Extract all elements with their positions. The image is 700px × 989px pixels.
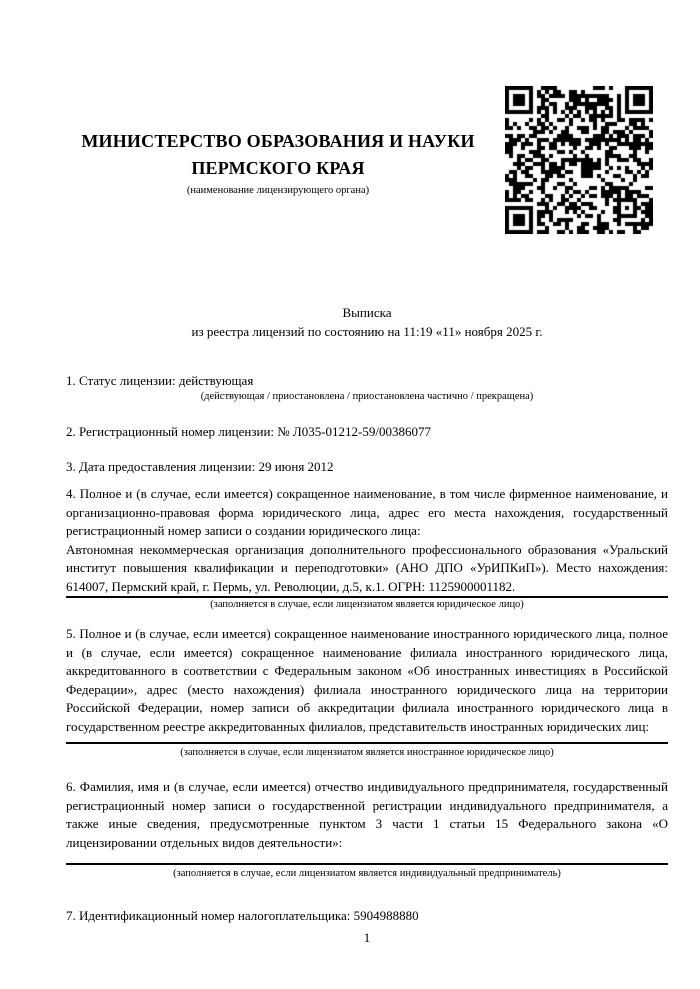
document-content: [66, 0, 668, 946]
ministry-name-line1: МИНИСТЕРСТВО ОБРАЗОВАНИЯ И НАУКИ: [81, 131, 475, 151]
item-5-caption: (заполняется в случае, если лицензиатом является иностранное юридическое лицо): [180, 747, 554, 758]
licensing-authority-header: [66, 128, 490, 198]
item-4-legal-entity-text: 4. Полное и (в случае, если имеется) сокращенное наименование, в том числе фирменное наименование, и организационно-правовая форма юридического лица, адрес его места нахождения, государственный регистрационный номер записи о создании юридического лица:: [66, 486, 668, 538]
ministry-name-line2: ПЕРМСКОГО КРАЯ: [191, 158, 365, 178]
item-4-caption: (заполняется в случае, если лицензиатом является юридическое лицо): [210, 599, 524, 610]
fill-line-item-5: [66, 742, 668, 744]
page-number: 1: [363, 930, 371, 945]
title-line1: Выписка: [342, 305, 392, 320]
title-line2: из реестра лицензий по состоянию на 11:19 «11» ноября 2025 г.: [191, 324, 543, 339]
item-1-license-status: 1. Статус лицензии: действующая: [66, 373, 254, 388]
item-1-caption: (действующая / приостановлена / приостановлена частично / прекращена): [200, 391, 534, 402]
item-2-registration-number: 2. Регистрационный номер лицензии: № Л035-01212-59/00386077: [66, 424, 432, 439]
document-title: [66, 303, 668, 341]
item-5-foreign-entity-text: 5. Полное и (в случае, если имеется) сокращенное наименование иностранного юридического лица, полное и (в случае, если имеется) сокращенное наименование филиала иностранного юридического лица, аккредитованного в соответствии с Федеральным законом «Об иностранных инвестициях в Российской Федерации», адрес (место нахождения) филиала иностранного юридического лица на территории Российской Федерации, номер записи об аккредитации филиала иностранного юридического лица в государственном реестре аккредитованных филиалов, представительств иностранных юридических лиц:: [66, 626, 668, 734]
item-6-entrepreneur-text: 6. Фамилия, имя и (в случае, если имеется) отчество индивидуального предпринимателя, государственный регистрационный номер записи о государственной регистрации индивидуального предпринимателя, а также иные сведения, предусмотренные пунктом 3 части 1 статьи 15 Федерального закона «О лицензировании отдельных видов деятельности»:: [66, 779, 668, 850]
item-4-legal-entity-value: Автономная некоммерческая организация дополнительного профессионального образования «Уральский институт повышения квалификации и переподготовки» (АНО ДПО «УрИПКиП»). Место нахождения: 614007, Пермский край, г. Пермь, ул. Революции, д.5, к.1. ОГРН: 1125900001182.: [66, 541, 668, 594]
item-6-caption: (заполняется в случае, если лицензиатом является индивидуальный предприниматель): [173, 868, 561, 879]
item-3-license-date: 3. Дата предоставления лицензии: 29 июня 2012: [66, 459, 334, 474]
fill-line-item-6: [66, 863, 668, 865]
item-7-taxpayer-number: 7. Идентификационный номер налогоплательщика: 5904988880: [66, 908, 419, 923]
authority-caption: (наименование лицензирующего органа): [186, 185, 370, 196]
